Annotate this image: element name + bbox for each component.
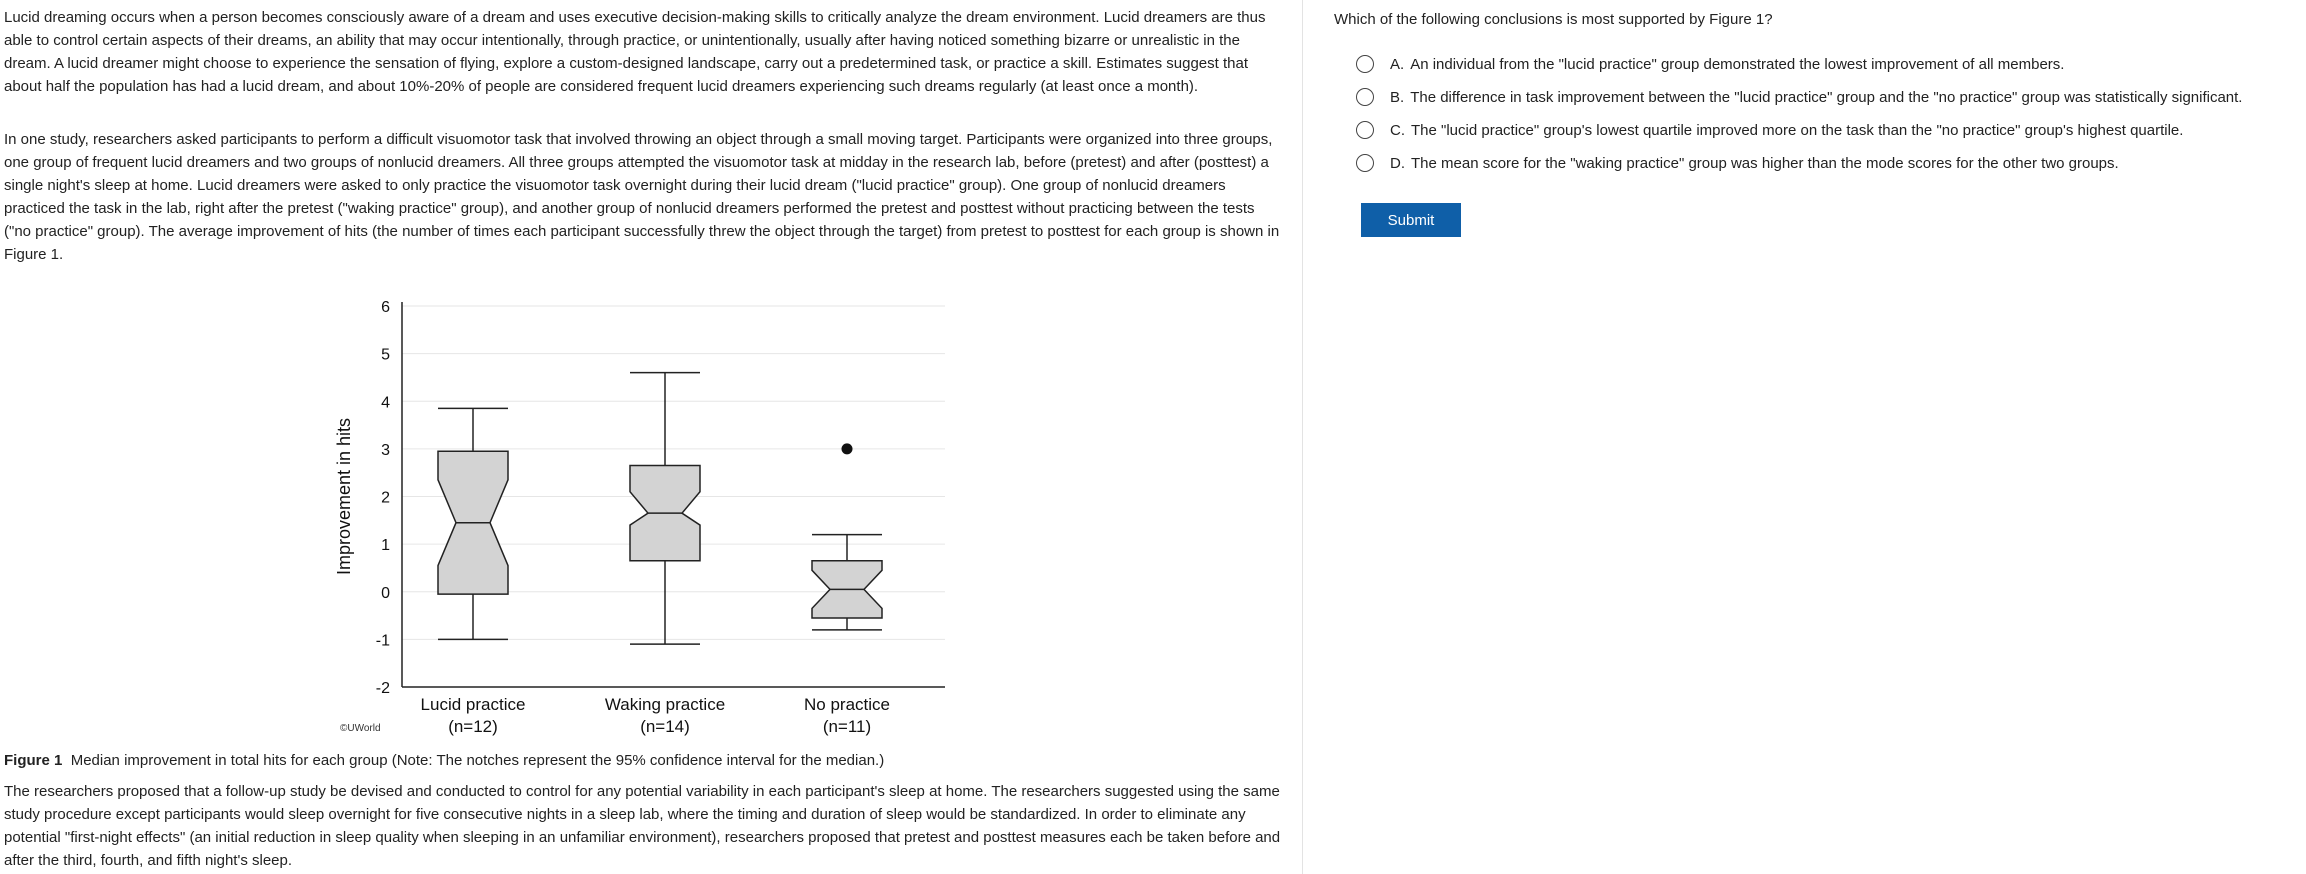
y-tick-label: 5 xyxy=(381,346,390,364)
option-a[interactable] xyxy=(1356,52,2064,76)
option-d[interactable] xyxy=(1356,151,2119,175)
chart-boxes xyxy=(438,373,882,644)
figure-label: Figure 1 xyxy=(4,752,63,769)
y-tick-label: 4 xyxy=(381,394,390,412)
option-b[interactable] xyxy=(1356,85,2242,109)
option-letter: D. xyxy=(1390,154,1405,172)
option-c[interactable] xyxy=(1356,118,2183,142)
question-pane xyxy=(1304,0,2306,874)
x-category-label: Lucid practice xyxy=(420,695,526,714)
radio-icon[interactable] xyxy=(1356,121,1374,139)
outlier-point xyxy=(842,443,853,454)
option-letter: A. xyxy=(1390,55,1405,73)
option-text: An individual from the "lucid practice" group demonstrated the lowest improvement of all members. xyxy=(1410,55,2065,73)
question-prompt: Which of the following conclusions is most supported by Figure 1? xyxy=(1334,11,1773,28)
y-tick-label: -2 xyxy=(375,680,390,697)
y-axis-label: Improvement in hits xyxy=(334,417,354,576)
chart-x-labels xyxy=(421,695,890,736)
x-category-n: (n=11) xyxy=(822,717,872,736)
radio-icon[interactable] xyxy=(1356,55,1374,73)
y-tick-label: 3 xyxy=(381,441,390,459)
radio-icon[interactable] xyxy=(1356,88,1374,106)
x-category-label: Waking practice xyxy=(604,695,726,714)
chart-y-ticks xyxy=(376,299,390,697)
option-text: The difference in task improvement between the "lucid practice" group and the "no practice" group was statistically significant. xyxy=(1410,88,2243,106)
box-lucid-practice xyxy=(438,408,508,639)
box-no-practice xyxy=(812,443,882,629)
uworld-watermark: ©UWorld xyxy=(340,723,381,734)
option-letter: B. xyxy=(1390,88,1405,106)
submit-button[interactable]: Submit xyxy=(1361,203,1461,237)
passage-paragraph-2: In one study, researchers asked participants to perform a difficult visuomotor task that involved throwing an object through a small moving target. Participants were organized into three groups, one group of frequent lucid dreamers and two groups of nonlucid dreamers. All three groups attempted the visuomotor task at midday in the research lab, before (pretest) and after (posttest) a single night's sleep at home. Lucid dreamers were asked to only practice the visuomotor task overnight during their lucid dream ("lucid practice" group). One group of nonlucid dreamers practiced the task in the lab, right after the pretest ("waking practice" group), and another group of nonlucid dreamers performed the pretest and posttest without practicing between the tests ("no practice" group). The average improvement of hits (the number of times each participant successfully threw the object through the target) from pretest to posttest for each group is shown in Figure 1. xyxy=(4,131,1280,263)
y-tick-label: 1 xyxy=(381,537,390,555)
figure-caption xyxy=(4,749,1284,772)
x-category-n: (n=12) xyxy=(448,717,498,736)
figure-caption-text: Median improvement in total hits for each group (Note: The notches represent the 95% confidence interval for the median.) xyxy=(70,752,885,769)
option-letter: C. xyxy=(1390,121,1405,139)
x-category-label: No practice xyxy=(804,695,890,714)
y-tick-label: 0 xyxy=(381,584,390,602)
box-waking-practice xyxy=(630,373,700,644)
radio-icon[interactable] xyxy=(1356,154,1374,172)
figure-1-boxplot xyxy=(320,285,960,745)
option-text: The "lucid practice" group's lowest quartile improved more on the task than the "no practice" group's highest quartile. xyxy=(1411,121,2184,139)
y-tick-label: 2 xyxy=(381,489,390,507)
passage-paragraph-3: The researchers proposed that a follow-up study be devised and conducted to control for any potential variability in each participant's sleep at home. The researchers suggested using the same study procedure except participants would sleep overnight for five consecutive nights in a sleep lab, where the timing and duration of sleep would be standardized. In order to eliminate any potential "first-night effects" (an initial reduction in sleep quality when sleeping in an unfamiliar environment), researchers proposed that pretest and posttest measures each be taken before and after the third, fourth, and fifth night's sleep. xyxy=(4,783,1281,869)
option-text: The mean score for the "waking practice" group was higher than the mode scores for the other two groups. xyxy=(1411,154,2119,172)
y-tick-label: 6 xyxy=(381,299,390,316)
y-tick-label: -1 xyxy=(375,632,390,650)
passage-paragraph-1: Lucid dreaming occurs when a person becomes consciously aware of a dream and uses executive decision-making skills to critically analyze the dream environment. Lucid dreamers are thus able to control certain aspects of their dreams, an ability that may occur intentionally, through practice, or unintentionally, usually after having noticed something bizarre or unrealistic in the dream. A lucid dreamer might choose to experience the sensation of flying, explore a custom-designed landscape, carry out a predetermined task, or practice a skill. Estimates suggest that about half the population has had a lucid dream, and about 10%-20% of people are considered frequent lucid dreamers experiencing such dreams regularly (at least once a month). xyxy=(4,9,1266,95)
x-category-n: (n=14) xyxy=(640,717,690,736)
